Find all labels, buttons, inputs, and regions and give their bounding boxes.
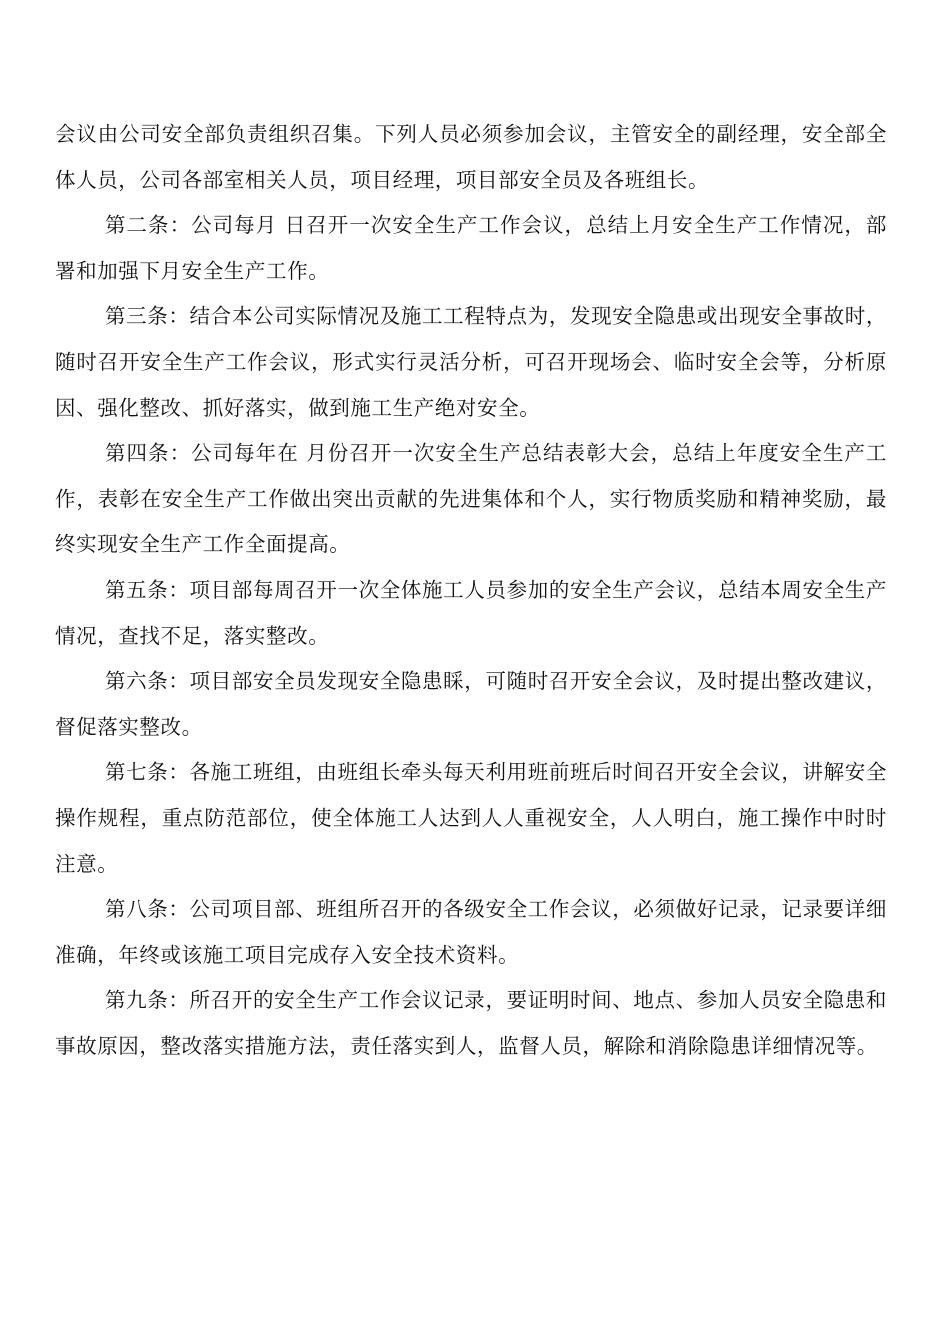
document-body: [55, 112, 887, 1069]
paragraph-article-4: 第四条：公司每年在 月份召开一次安全生产总结表彰大会，总结上年度安全生产工作，表彰在安全生产工作做出突出贡献的先进集体和个人，实行物质奖励和精神奖励，最终实现安全生产工作全面提高。: [55, 441, 887, 557]
paragraph-article-2: 第二条：公司每月 日召开一次安全生产工作会议，总结上月安全生产工作情况，部署和加强下月安全生产工作。: [55, 213, 887, 283]
paragraph-article-7: 第七条：各施工班组，由班组长牵头每天利用班前班后时间召开安全会议，讲解安全操作规程，重点防范部位，使全体施工人达到人人重视安全，人人明白，施工操作中时时注意。: [55, 760, 887, 876]
paragraph-article-5: 第五条：项目部每周召开一次全体施工人员参加的安全生产会议，总结本周安全生产情况，查找不足，落实整改。: [55, 577, 887, 648]
paragraph-article-3: 第三条：结合本公司实际情况及施工工程特点为，发现安全隐患或出现安全事故时，随时召开安全生产工作会议，形式实行灵活分析，可召开现场会、临时安全会等，分析原因、强化整改、抓好落实，做到施工生产绝对安全。: [55, 304, 887, 420]
paragraph-article-9: 第九条：所召开的安全生产工作会议记录，要证明时间、地点、参加人员安全隐患和事故原因，整改落实措施方法，责任落实到人，监督人员，解除和消除隐患详细情况等。: [55, 988, 887, 1058]
paragraph-article-8: 第八条：公司项目部、班组所召开的各级安全工作会议，必须做好记录，记录要详细准确，年终或该施工项目完成存入安全技术资料。: [55, 897, 887, 967]
paragraph-article-6: 第六条：项目部安全员发现安全隐患睬，可随时召开安全会议，及时提出整改建议，督促落实整改。: [55, 669, 887, 739]
paragraph-continuation: 会议由公司安全部负责组织召集。下列人员必须参加会议，主管安全的副经理，安全部全体人员，公司各部室相关人员，项目经理，项目部安全员及各班组长。: [55, 122, 887, 192]
